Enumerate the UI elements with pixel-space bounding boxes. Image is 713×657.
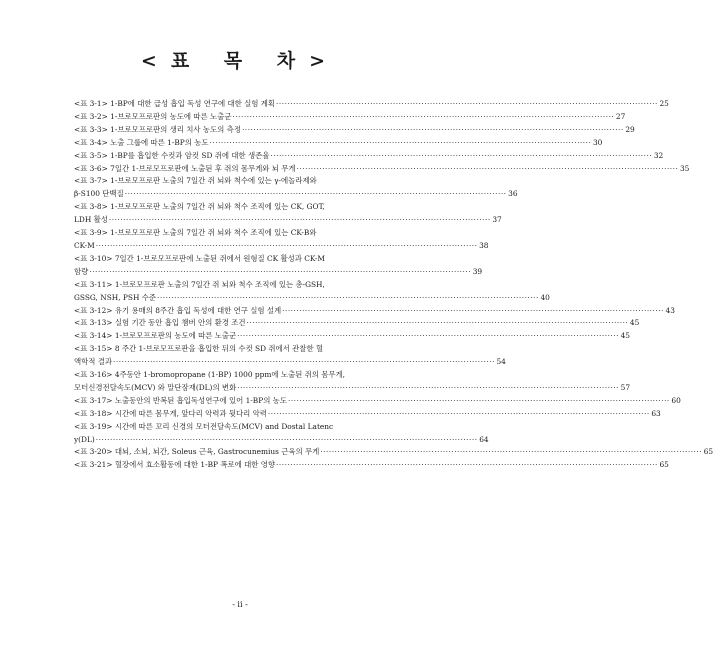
toc-leader-dots	[270, 150, 652, 163]
toc-entry-text: <표 3-12> 유기 용매의 8주간 흡입 독성에 대한 연구 실험 설계	[74, 305, 282, 315]
toc-entry-text: 액학적 결과	[74, 357, 113, 367]
toc-entry	[74, 459, 669, 472]
toc-leader-dots	[96, 240, 478, 253]
toc-entry	[74, 395, 681, 408]
toc-entry-text: <표 3-11> 1-브로모프로판 노출의 7일간 쥐 뇌와 척수 조직에 있는 총-GSH,	[74, 279, 325, 289]
toc-page-number: 38	[479, 240, 489, 250]
toc-page-number: 35	[679, 163, 690, 173]
toc-page-number: 45	[629, 318, 640, 328]
toc-page-number: 45	[620, 331, 630, 341]
toc-entry	[74, 446, 713, 459]
toc-entry-text: <표 3-16> 4주동안 1-bromopropane (1-BP) 1000 ppm에 노출된 쥐의 몸무게,	[74, 370, 346, 380]
toc-leader-dots	[268, 408, 650, 421]
toc-entry-text: <표 3-10> 7일간 1-브로모프로판에 노출된 쥐에서 원형질 CK 활성과 CK-M	[74, 253, 325, 263]
toc-leader-dots	[237, 382, 619, 395]
toc-leader-dots	[210, 137, 592, 150]
toc-entry	[74, 111, 626, 124]
toc-page-number: 37	[492, 215, 502, 225]
toc-entry-text: <표 3-1> 1-BP에 대한 급성 흡입 독성 연구에 대한 실험 계획	[74, 99, 276, 108]
toc-leader-dots	[109, 214, 491, 227]
toc-page-number: 27	[615, 111, 626, 121]
toc-entry-text: <표 3-7> 1-브로모프로판 노출의 7일간 쥐 뇌와 척수에 있는 γ-에놀라제와	[74, 176, 317, 186]
toc-entry	[74, 305, 675, 318]
toc-entry-text: <표 3-20> 대뇌, 소뇌, 뇌간, Soleus 근육, Gastrocunemius 근육의 무게	[74, 447, 320, 457]
toc-leader-dots	[276, 98, 658, 111]
toc-page-number: 65	[703, 447, 713, 457]
toc-entry	[74, 201, 502, 227]
toc-entry-text: y(DL)	[74, 434, 95, 444]
toc-page-number: 57	[620, 382, 631, 392]
toc-page-number: 40	[540, 292, 550, 302]
toc-entry-text: 모터신경전달속도(MCV) 와 말단잠재(DL)의 변화	[74, 382, 237, 392]
toc-entry-text: <표 3-17> 노출동안의 반복된 흡입독성연구에 있어 1-BP의 농도	[74, 395, 287, 405]
toc-leader-dots	[242, 124, 624, 137]
toc-entry-text: <표 3-9> 1-브로모프로판 노출의 7일간 쥐 뇌와 척수 조직에 있는 CK-B와	[74, 228, 317, 238]
toc-entry-text: <표 3-8> 1-브로모프로판 노출의 7일간 쥐 뇌와 척수 조직에 있는 CK, GOT,	[74, 202, 325, 212]
toc-entry-text: <표 3-13> 실험 기간 동안 흡입 챔버 안의 환경 조건	[74, 318, 246, 328]
toc-leader-dots	[320, 446, 702, 459]
toc-entry	[74, 408, 661, 421]
toc-entry-text: <표 3-2> 1-브로모프로판의 농도에 따른 노출군	[74, 111, 232, 121]
toc-page-number: 30	[592, 137, 603, 147]
toc-entry	[74, 175, 518, 201]
toc-entry-text: LDH 활성	[74, 215, 108, 225]
toc-entry-text: <표 3-14> 1-브로모프로판의 농도에 따른 노출군	[74, 331, 237, 341]
toc-entry	[74, 317, 640, 330]
toc-leader-dots	[247, 317, 629, 330]
toc-entry	[74, 343, 506, 369]
toc-leader-dots	[276, 459, 658, 472]
toc-entry-text: <표 3-19> 시간에 따른 꼬리 신경의 모터전달속도(MCV) and Dostal Latenc	[74, 421, 334, 431]
toc-page-number: 63	[651, 408, 661, 418]
toc-leader-dots	[89, 266, 471, 279]
toc-leader-dots	[237, 330, 619, 343]
toc-page-number: 64	[479, 434, 489, 444]
toc-entry-text: <표 3-6> 7일간 1-브로모프로판에 노출된 후 쥐의 몸무게와 뇌 무게	[74, 163, 296, 173]
toc-entry-text: <표 3-3> 1-브로모프로판의 생리 치사 농도의 측정	[74, 124, 241, 134]
toc-entry-text: <표 3-18> 시간에 따른 몸무게, 앞다리 악력과 뒷다리 악력	[74, 408, 267, 418]
toc-entry-text: <표 3-15> 8 주간 1-브로모프로판을 흡입한 뒤의 수컷 SD 쥐에서 관찰한 혈	[74, 344, 324, 354]
toc-entry	[74, 279, 550, 305]
toc-entry	[74, 330, 630, 343]
toc-leader-dots	[125, 188, 507, 201]
toc-leader-dots	[297, 163, 679, 176]
toc-entry-text: GSSG, NSH, PSH 수준	[74, 292, 157, 302]
toc-leader-dots	[282, 305, 664, 318]
toc-entry-text: 함량	[74, 266, 89, 276]
toc-page-number: 25	[659, 99, 669, 108]
toc-entry	[74, 369, 631, 395]
toc-page-number: 32	[653, 150, 664, 160]
toc-page-number: 36	[508, 189, 518, 199]
toc-entry	[74, 227, 489, 253]
toc-leader-dots	[96, 434, 478, 447]
toc-leader-dots	[113, 356, 495, 369]
toc-entry	[74, 421, 489, 447]
page-number-footer: - ii -	[232, 600, 248, 609]
toc-entry-text: CK-M	[74, 240, 95, 250]
toc-entry-text: <표 3-5> 1-BP를 흡입한 수컷과 암컷 SD 쥐에 대한 생존율	[74, 150, 270, 160]
toc-page-number: 29	[625, 124, 635, 134]
toc-leader-dots	[232, 111, 614, 124]
toc-entry-text: <표 3-21> 혈장에서 효소활동에 대한 1-BP 폭로에 대한 영향	[74, 460, 276, 470]
toc-entry	[74, 163, 690, 176]
toc-leader-dots	[157, 292, 539, 305]
toc-entry	[74, 150, 664, 163]
toc-page-number: 39	[472, 266, 483, 276]
page-title: <표 목 차>	[140, 50, 340, 72]
toc-page-number: 60	[671, 395, 681, 405]
table-of-contents	[74, 98, 713, 472]
toc-page-number: 65	[659, 460, 669, 470]
toc-leader-dots	[288, 395, 670, 408]
toc-entry	[74, 124, 635, 137]
toc-entry-text: β-S100 단백질	[74, 189, 124, 199]
toc-entry	[74, 137, 603, 150]
toc-entry	[74, 98, 669, 111]
toc-page-number: 54	[496, 357, 506, 367]
toc-entry-text: <표 3-4> 노출 그룹에 따른 1-BP의 농도	[74, 137, 209, 147]
toc-page-number: 43	[665, 305, 675, 315]
toc-entry	[74, 253, 483, 279]
